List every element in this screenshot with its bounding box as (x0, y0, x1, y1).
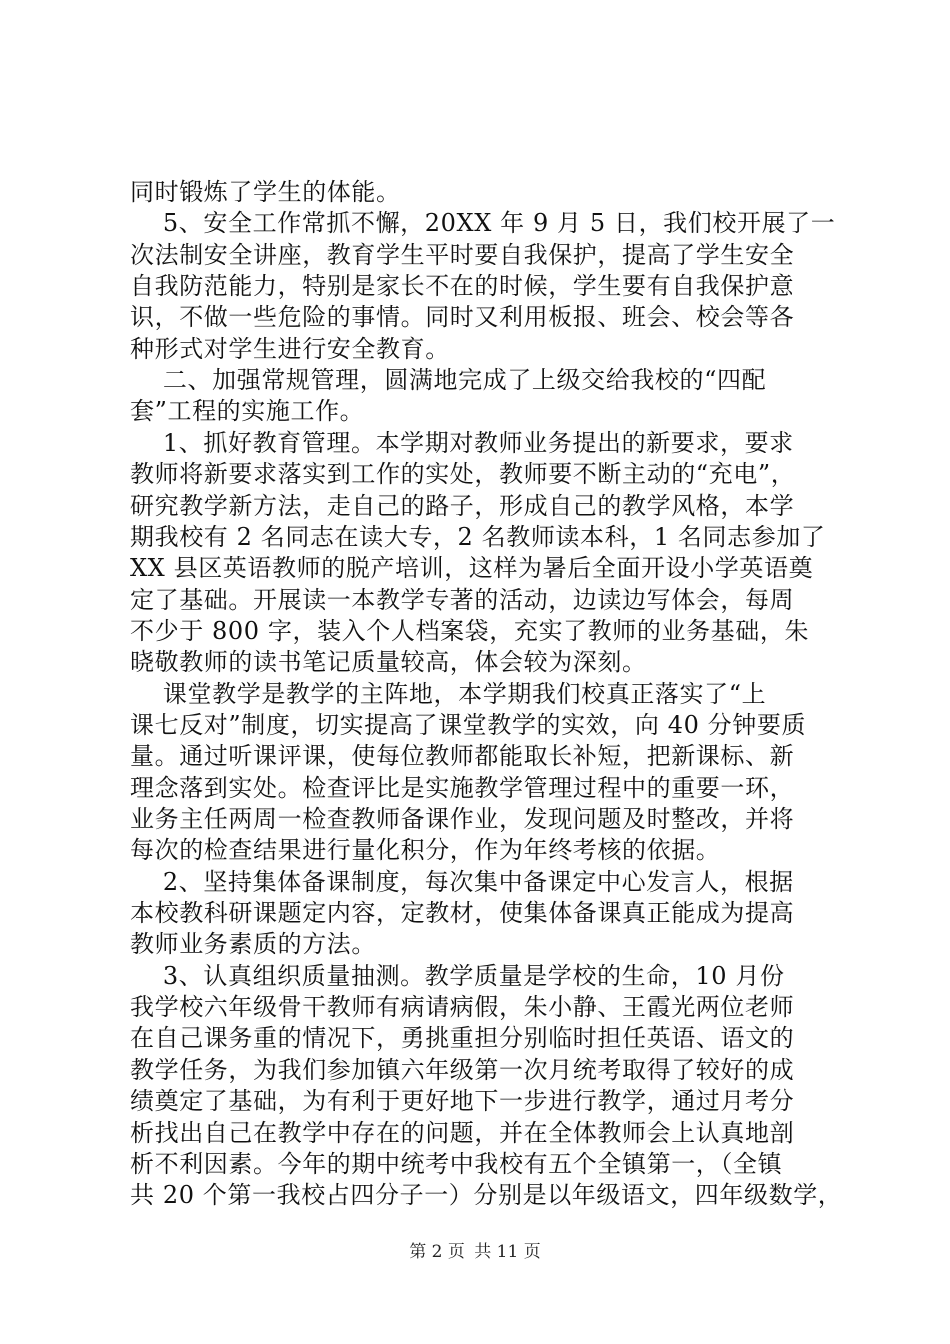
text-line: 我学校六年级骨干教师有病请病假，朱小静、王霞光两位老师 (130, 993, 795, 1022)
text-line: 业务主任两周一检查教师备课作业，发现问题及时整改，并将 (130, 805, 795, 833)
text-line: 期我校有 2 名同志在读大专，2 名教师读本科，1 名同志参加了 (130, 522, 826, 551)
text-line: 种形式对学生进行安全教育。 (130, 334, 450, 363)
text-line: 课堂教学是教学的主阵地，本学期我们校真正落实了“上 (130, 679, 767, 708)
page-number: 第 2 页 (409, 1242, 465, 1262)
text-line: 识，不做一些危险的事情。同时又利用板报、班会、校会等各 (130, 303, 795, 332)
text-line: 1、抓好教育管理。本学期对教师业务提出的新要求，要求 (130, 428, 794, 457)
text-line: 量。通过听课评课，使每位教师都能取长补短，把新课标、新 (130, 742, 795, 771)
text-line: 套”工程的实施工作。 (130, 397, 365, 426)
text-line: 二、加强常规管理，圆满地完成了上级交给我校的“四配 (130, 366, 767, 395)
text-line: XX 县区英语教师的脱产培训，这样为暑后全面开设小学英语奠 (130, 554, 814, 583)
text-line: 每次的检查结果进行量化积分，作为年终考核的依据。 (130, 836, 721, 865)
text-line: 晓敬教师的读书笔记质量较高，体会较为深刻。 (130, 648, 647, 677)
text-line: 教师将新要求落实到工作的实处，教师要不断主动的“充电”， (130, 460, 796, 489)
text-line: 不少于 800 字，装入个人档案袋，充实了教师的业务基础，朱 (130, 616, 810, 645)
text-line: 教学任务，为我们参加镇六年级第一次月统考取得了较好的成 (130, 1055, 795, 1084)
text-line: 同时锻炼了学生的体能。 (130, 178, 401, 206)
text-line: 3、认真组织质量抽测。教学质量是学校的生命，10 月份 (130, 961, 785, 990)
page-footer (0, 1240, 950, 1264)
text-line: 教师业务素质的方法。 (130, 930, 376, 959)
text-line: 理念落到实处。检查评比是实施教学管理过程中的重要一环， (130, 773, 795, 802)
text-line: 定了基础。开展读一本教学专著的活动，边读边写体会，每周 (130, 585, 795, 614)
text-line: 5、安全工作常抓不懈，20XX 年 9 月 5 日，我们校开展了一 (130, 209, 836, 238)
page-total: 共 11 页 (474, 1242, 541, 1262)
text-line: 析不利因素。今年的期中统考中我校有五个全镇第一，（全镇 (130, 1149, 783, 1178)
text-line: 在自己课务重的情况下，勇挑重担分别临时担任英语、语文的 (130, 1024, 795, 1053)
text-line: 本校教科研课题定内容，定教材，使集体备课真正能成为提高 (130, 899, 795, 928)
text-line: 析找出自己在教学中存在的问题，并在全体教师会上认真地剖 (130, 1118, 795, 1147)
text-line: 共 20 个第一我校占四分子一）分别是以年级语文，四年级数学， (130, 1181, 843, 1210)
text-line: 课七反对”制度，切实提高了课堂教学的实效，向 40 分钟要质 (130, 710, 807, 739)
text-line: 次法制安全讲座，教育学生平时要自我保护，提高了学生安全 (130, 240, 795, 269)
text-line: 研究教学新方法，走自己的路子，形成自己的教学风格，本学 (130, 491, 795, 520)
text-line: 绩奠定了基础，为有利于更好地下一步进行教学，通过月考分 (130, 1087, 795, 1116)
text-line: 2、坚持集体备课制度，每次集中备课定中心发言人，根据 (130, 867, 794, 896)
text-line: 自我防范能力，特别是家长不在的时候，学生要有自我保护意 (130, 272, 795, 301)
